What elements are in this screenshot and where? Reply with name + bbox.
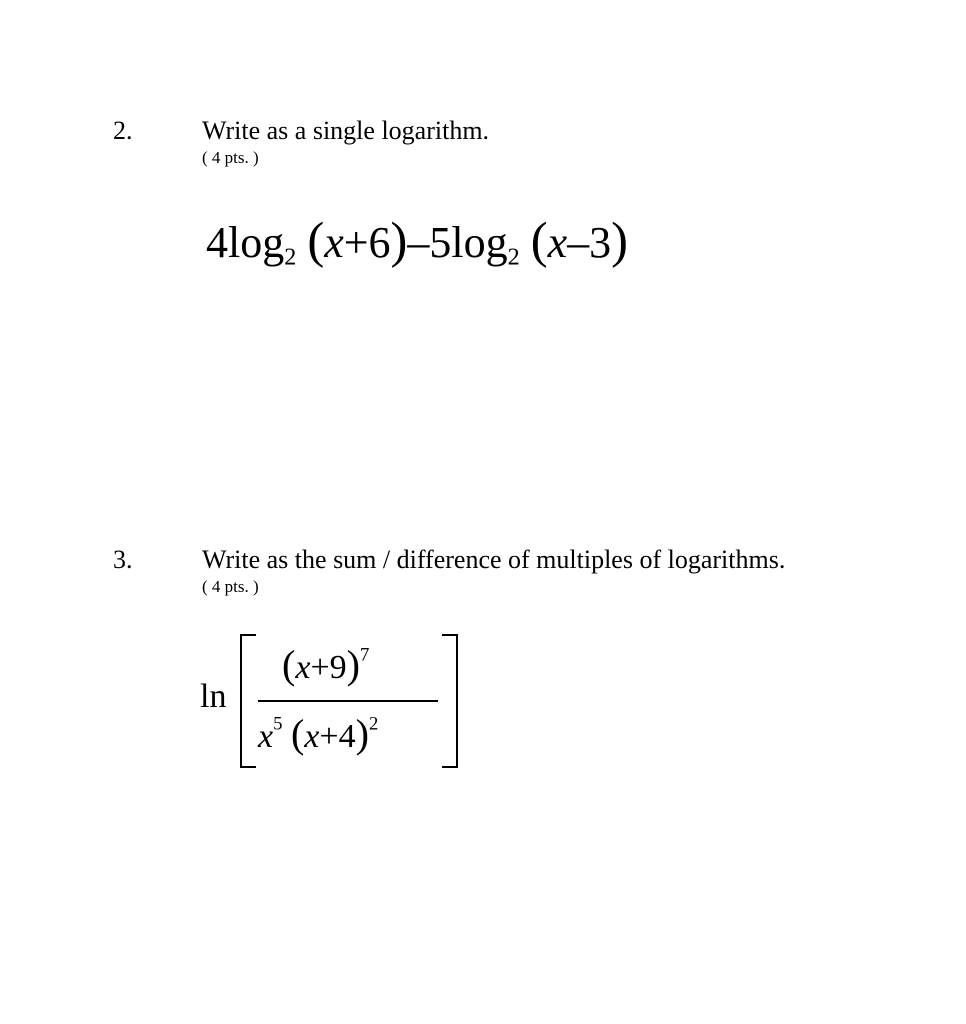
variable: x <box>304 718 320 755</box>
constant: 6 <box>368 218 391 267</box>
problem-3-prompt: Write as the sum / difference of multiples of logarithms. <box>202 545 786 574</box>
operator: + <box>310 649 330 686</box>
fraction-numerator <box>282 642 370 687</box>
operator: – <box>567 218 590 267</box>
exponent: 2 <box>368 713 379 735</box>
variable: x <box>324 218 344 267</box>
variable: x <box>258 718 274 755</box>
problem-2-points: ( 4 pts. ) <box>202 148 259 167</box>
operator: + <box>343 218 369 267</box>
problem-2-prompt: Write as a single logarithm. <box>202 116 490 145</box>
log-base: 2 <box>507 243 520 271</box>
close-paren: ) <box>346 642 360 687</box>
operator: + <box>319 718 339 755</box>
exponent: 7 <box>360 644 370 666</box>
open-paren: ( <box>290 711 305 756</box>
ln-function: ln <box>200 678 227 715</box>
log-function: log <box>451 218 508 267</box>
problem-2-number: 2. <box>113 116 133 145</box>
log-function: log <box>228 218 285 267</box>
minus-operator: – <box>407 218 430 267</box>
fraction-bar <box>258 700 438 702</box>
close-paren: ) <box>355 711 369 756</box>
right-bracket <box>442 634 458 768</box>
constant: 9 <box>329 649 347 686</box>
constant: 3 <box>589 218 612 267</box>
close-paren: ) <box>611 212 628 268</box>
open-paren: ( <box>282 642 296 687</box>
problem-2-expression <box>206 212 628 271</box>
constant: 4 <box>338 718 356 755</box>
coefficient: 5 <box>429 218 452 267</box>
variable: x <box>295 649 311 686</box>
problem-3-number: 3. <box>113 545 133 574</box>
open-paren: ( <box>307 212 325 268</box>
variable: x <box>547 218 568 267</box>
fraction-denominator <box>258 711 379 756</box>
log-base: 2 <box>284 243 297 271</box>
close-paren: ) <box>390 212 408 268</box>
open-paren: ( <box>530 212 548 268</box>
coefficient: 4 <box>206 218 228 267</box>
exponent: 5 <box>273 713 283 735</box>
left-bracket <box>240 634 256 768</box>
problem-3-points: ( 4 pts. ) <box>202 577 259 596</box>
